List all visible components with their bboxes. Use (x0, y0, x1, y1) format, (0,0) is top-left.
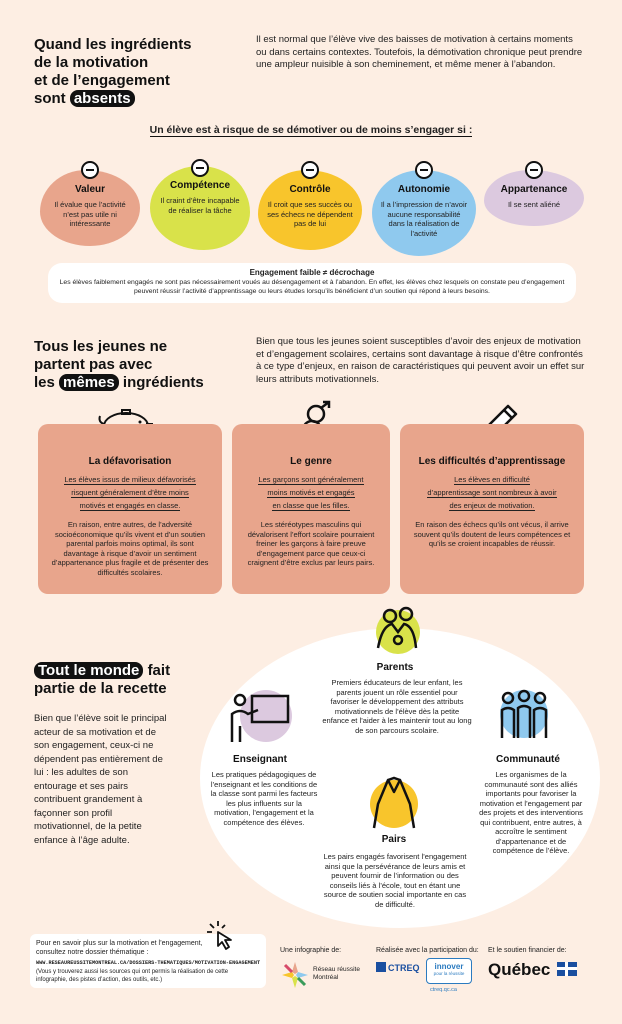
section1-intro: Il est normal que l’élève vive des baisses de motivation à certains moments ou dans certains contextes. Toutefois, la démotivation chronique peut prendre une ampleur nuisible à son cheminement, et même mener à l’abandon. (256, 34, 583, 70)
infographie-label: Une infographie de: (280, 947, 342, 954)
section2-intro: Bien que tous les jeunes soient susceptibles d’avoir des enjeux de motivation et d’engagement scolaires, certains sont davantage à risque d’être confrontés à ce type d’enjeux, en raison de caractéristiques qui peuvent avoir un effet sur leurs attributs motivationnels. (256, 336, 585, 385)
section3-title-line: fait (147, 662, 171, 679)
note-title: Engagement faible ≠ décrochage (249, 268, 375, 277)
section3-title-line: partie de la recette (34, 680, 167, 697)
card-highlight-line: d’apprentissage sont nombreux à avoir (427, 488, 557, 497)
engagement-note (48, 263, 576, 303)
blob-title: Appartenance (500, 184, 568, 195)
card-highlight-line: Les garçons sont généralement (258, 475, 364, 484)
section1-title (34, 36, 234, 108)
section2-title-line: Tous les jeunes ne (34, 338, 168, 355)
blob-autonomie (372, 170, 476, 256)
ctreq-name: CTREQ (388, 963, 420, 973)
title-highlight-pill: mêmes (59, 374, 119, 391)
blob-desc: Il a l’impression de n’avoir aucune responsabilité dans la réalisation de l’activité (380, 200, 468, 238)
blob-title: Valeur (74, 184, 106, 195)
community-icon (494, 686, 554, 742)
blob-desc: Il évalue que l’activité n’est pas utile ni intéressante (54, 200, 126, 228)
card-genre (232, 424, 390, 594)
actor-communaute-desc: Les organismes de la communauté sont des alliés importants pour favoriser la motivation et l’engagement par des projets et des interventions qui contribuent, entre autres, à accroître le sentiment d’appartenance et de compétence de l’élève. (479, 770, 583, 855)
card-highlight (410, 473, 574, 512)
section3-intro: Bien que l’élève soit le principal acteur de sa motivation et de son engagement, ceux-ci ne dépendent pas entièrement de lui : les adultes de son entourage et ses pairs contribuent grandement à façonner son profil motivationnel, de la petite enfance à l’âge adulte. (34, 713, 167, 846)
quebec-flag-icon (557, 962, 577, 976)
card-highlight-line: des enjeux de motivation. (449, 501, 535, 510)
section1-title-line: et de l’engagement (34, 72, 170, 89)
actor-enseignant-title: Enseignant (233, 754, 287, 765)
rrm-logo-icon (280, 960, 310, 990)
card-highlight-line: motivés et engagés en classe. (79, 501, 181, 510)
dossier-link[interactable]: WWW.RESEAUREUSSITEMONTREAL.CA/DOSSIERS-THEMATIQUES/MOTIVATION-ENGAGEMENT (36, 960, 261, 966)
section1-subheading (124, 124, 498, 140)
card-desc: En raison, entre autres, de l’adversité socioéconomique qu’ils vivent et d’un soutien parental parfois moins optimal, ils sont davantage à risque d’avoir un sentiment d’appartenance plus fragile et de présenter des difficultés scolaires. (51, 520, 209, 577)
section2-title-line: les (34, 374, 55, 391)
card-highlight-line: Les élèves issus de milieux défavorisés (64, 475, 196, 484)
cursor-click-icon (206, 920, 236, 950)
financier-label: Et le soutien financier de: (488, 947, 567, 954)
blob-title: Compétence (169, 180, 230, 191)
rrm-name (313, 966, 360, 982)
section2-title (34, 338, 244, 392)
section2-title-line: ingrédients (122, 374, 204, 391)
actor-pairs-title: Pairs (381, 834, 407, 845)
card-highlight-line: moins motivés et engagés (267, 488, 355, 497)
card-title: La défavorisation (88, 456, 172, 467)
ctreq-mark-icon (376, 962, 386, 972)
minus-icon (415, 161, 433, 179)
minus-icon (525, 161, 543, 179)
minus-icon (301, 161, 319, 179)
card-defavorisation (38, 424, 222, 594)
section1-title-line: de la motivation (34, 54, 149, 71)
footer-more-line: consultez notre dossier thématique : (36, 949, 149, 956)
ctreq-url: ctreq.qc.ca (430, 987, 457, 993)
actor-communaute-title: Communauté (496, 754, 560, 765)
card-desc: Les stéréotypes masculins qui dévalorisent l’effort scolaire pourraient freiner les garçons à faire preuve d’engagement parce que ceux-ci craignent d’être exclus par leurs pairs. (247, 520, 375, 567)
rrm-name-line: Réseau réussite (313, 966, 360, 973)
blob-title: Contrôle (289, 184, 331, 195)
card-difficultes (400, 424, 584, 594)
blob-desc: Il croit que ses succès ou ses échecs ne dépendent pas de lui (267, 200, 353, 228)
section3-title (34, 662, 234, 698)
title-highlight-pill: absents (70, 90, 135, 107)
blob-controle (258, 170, 362, 250)
section1-subheading-text: Un élève est à risque de se démotiver ou de moins s’engager si : (149, 124, 473, 136)
card-highlight (48, 473, 212, 512)
innover-logo (426, 958, 472, 984)
card-desc: En raison des échecs qu’ils ont vécus, il arrive souvent qu’ils doutent de leurs compétences et qu’ils se croient incapables de réussir. (413, 520, 571, 548)
footer-more-line: Pour en savoir plus sur la motivation et l’engagement, (36, 940, 203, 947)
footer-sources: (Vous y trouverez aussi les sources qui ont permis la réalisation de cette infographie, des pistes d’action, des outils, etc.) (36, 969, 229, 983)
section1-title-line: Quand les ingrédients (34, 36, 192, 53)
parents-icon (368, 602, 424, 658)
card-title: Les difficultés d’apprentissage (418, 456, 566, 467)
actor-parents-desc: Premiers éducateurs de leur enfant, les parents jouent un rôle essentiel pour favoriser le développement des attributs motivationnels de l’élève dès la petite enfance et l’aider à les maintenir tout au long de son parcours scolaire. (322, 678, 472, 735)
card-highlight-line: risquent généralement d’être moins (71, 488, 189, 497)
blob-title: Autonomie (397, 184, 451, 195)
blob-valeur (40, 170, 140, 246)
peers-icon (364, 774, 424, 830)
card-highlight-line: Les élèves en difficulté (454, 475, 530, 484)
minus-icon (191, 159, 209, 177)
ctreq-logo (376, 962, 420, 973)
actor-parents-title: Parents (376, 662, 414, 673)
note-text: Les élèves faiblement engagés ne sont pas nécessairement voués au désengagement et à l’abandon. En effet, les élèves chez lesquels on constate peu d’engagement peuvent réussir l’activité d’apprentissage ou leurs études lorsqu’ils bénéficient d’un soutien qui répond à leurs besoins. (59, 279, 565, 295)
title-highlight-pill: Tout le monde (34, 662, 143, 679)
actor-enseignant-desc: Les pratiques pédagogiques de l’enseignant et les conditions de la classe sont parmi les facteurs les plus influents sur la motivation, l’engagement et la compétence des élèves. (210, 770, 318, 827)
section1-title-line: sont (34, 90, 66, 107)
section2-title-line: partent pas avec (34, 356, 153, 373)
teacher-icon (228, 686, 294, 746)
actor-pairs-desc: Les pairs engagés favorisent l’engagement ainsi que la persévérance de leurs amis et peuvent fournir de l’information ou des conseils liés à l’école, tout en étant une source de soutien social importante en cas de difficulté. (323, 852, 467, 909)
blob-competence (150, 166, 250, 250)
innover-line: pour la réussite (433, 971, 465, 976)
rrm-name-line: Montréal (313, 974, 339, 981)
blob-desc: Il se sent aliéné (507, 200, 561, 209)
card-title: Le genre (290, 456, 332, 467)
blob-desc: Il craint d’être incapable de réaliser la tâche (160, 196, 240, 215)
card-highlight (242, 473, 380, 512)
innover-line: innover (434, 962, 464, 971)
card-highlight-line: en classe que les filles. (272, 501, 350, 510)
quebec-logo (488, 960, 577, 980)
quebec-name: Québec (488, 960, 551, 979)
participation-label: Réalisée avec la participation du: (376, 947, 479, 954)
minus-icon (81, 161, 99, 179)
